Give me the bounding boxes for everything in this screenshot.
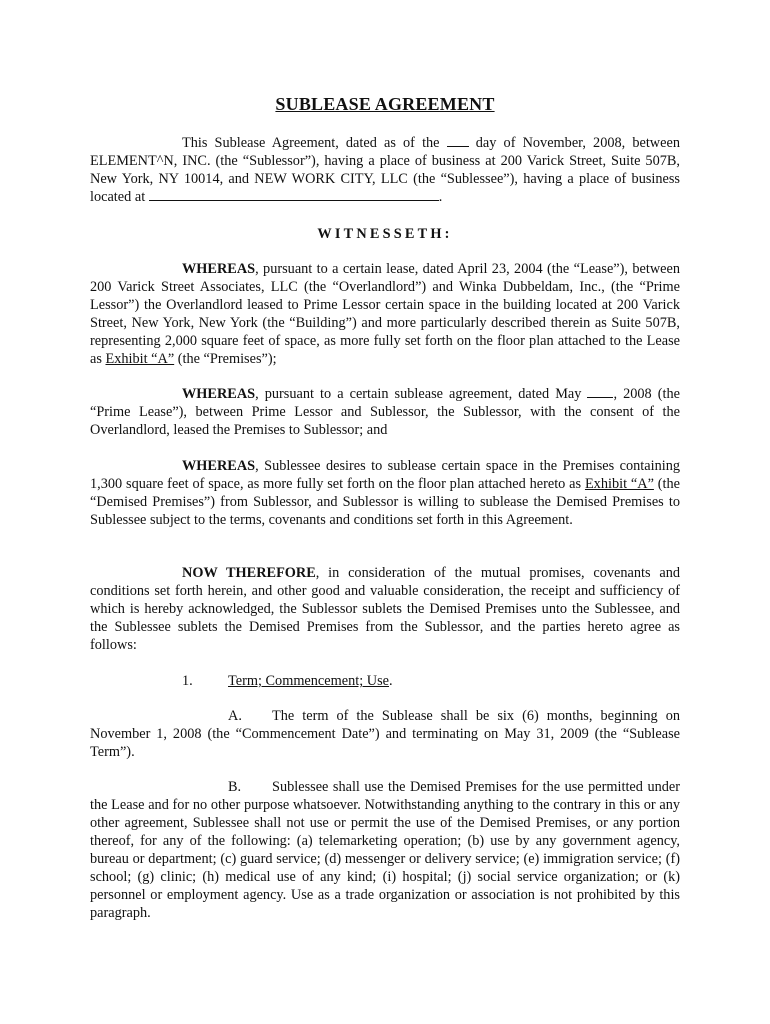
- now-therefore-lead: NOW THEREFORE: [182, 565, 316, 581]
- intro-text-2: day of November, 2008, between ELEMENT^N, INC. (the “Sublessor”), having a place of business at 200 Varick Street, Suite 507B, New York, NY 10014, and NEW WORK CITY, LLC (the “Sublessee”), having a place of business located at: [90, 135, 680, 205]
- clause-a-text: The term of the Sublease shall be six (6) months, beginning on November 1, 2008 (the “Commencement Date”) and terminating on May 31, 2009 (the “Sublease Term”).: [90, 708, 680, 760]
- section-1-number: 1.: [182, 673, 193, 689]
- whereas-2-text-b: , 2008 (the “Prime Lease”), between Prime Lessor and Sublessor, the Sublessor, with the consent of the Overlandlord, leased the Premises to Sublessor; and: [90, 386, 680, 438]
- exhibit-a-reference-1: Exhibit “A”: [105, 351, 175, 367]
- whereas-lead-3: WHEREAS: [182, 458, 256, 474]
- clause-b-paragraph: [90, 778, 680, 922]
- exhibit-a-reference-2: Exhibit “A”: [584, 476, 654, 492]
- intro-paragraph: [90, 134, 680, 206]
- witnesseth-heading: WITNESSETH:: [317, 226, 453, 242]
- may-day-blank: [587, 385, 613, 398]
- whereas-lead-1: WHEREAS: [182, 261, 256, 277]
- section-1-title-end: .: [389, 673, 393, 689]
- section-1-heading: [182, 672, 393, 690]
- clause-a-paragraph: [90, 707, 680, 761]
- intro-text-1: This Sublease Agreement, dated as of the: [182, 135, 440, 151]
- clause-a-letter: A.: [228, 708, 242, 724]
- day-blank: [447, 134, 469, 147]
- whereas-lead-2: WHEREAS: [182, 386, 256, 402]
- whereas-paragraph-3: [90, 457, 680, 529]
- whereas-3-text-a: , Sublessee desires to sublease certain space in the Premises containing 1,300 square feet of space, as more fully set forth on the floor plan attached hereto as: [90, 458, 680, 492]
- intro-text-3: .: [438, 189, 443, 205]
- section-1-title: Term; Commencement; Use: [228, 673, 389, 689]
- whereas-1-text-b: (the “Premises”);: [174, 351, 277, 367]
- whereas-paragraph-2: [90, 385, 680, 439]
- whereas-2-text-a: , pursuant to a certain sublease agreement, dated May: [255, 386, 588, 402]
- now-therefore-paragraph: [90, 564, 680, 654]
- document-title: SUBLEASE AGREEMENT: [275, 94, 495, 114]
- whereas-1-text-a: , pursuant to a certain lease, dated April 23, 2004 (the “Lease”), between 200 Varick Street Associates, LLC (the “Overlandlord”) and Winka Dubbeldam, Inc., (the “Prime Lessor”) the Overlandlord leased to Prime Lessor certain space in the building located at 200 Varick Street, New York, New York (the “Building”) and more particularly described therein as Suite 507B, representing 2,000 square feet of space, as more fully set forth on the floor plan attached to the Lease as: [90, 261, 680, 367]
- whereas-paragraph-1: [90, 260, 680, 368]
- clause-b-text: Sublessee shall use the Demised Premises for the use permitted under the Lease and for no other purpose whatsoever. Notwithstanding anything to the contrary in this or any other agreement, Sublessee shall not use or permit the use of the Demised Premises, or any portion thereof, for any of the following: (a) telemarketing operation; (b) use by any government agency, bureau or department; (c) guard service; (d) messenger or delivery service; (e) immigration service; (f) school; (g) clinic; (h) medical use of any kind; (i) hospital; (j) social service organization; or (k) personnel or employment agency. Use as a trade organization or association is not prohibited by this paragraph.: [90, 779, 680, 921]
- address-blank: [149, 188, 439, 201]
- now-therefore-text: , in consideration of the mutual promises, covenants and conditions set forth herein, and other good and valuable consideration, the receipt and sufficiency of which is hereby acknowledged, the Sublessor sublets the Demised Premises unto the Sublessee, and the Sublessee sublets the Demised Premises from the Sublessor, and the parties hereto agree as follows:: [90, 565, 680, 653]
- whereas-3-text-b: (the “Demised Premises”) from Sublessor, and Sublessor is willing to sublease the Demised Premises to Sublessee subject to the terms, covenants and conditions set forth in this Agreement.: [90, 476, 680, 528]
- clause-b-letter: B.: [228, 779, 242, 795]
